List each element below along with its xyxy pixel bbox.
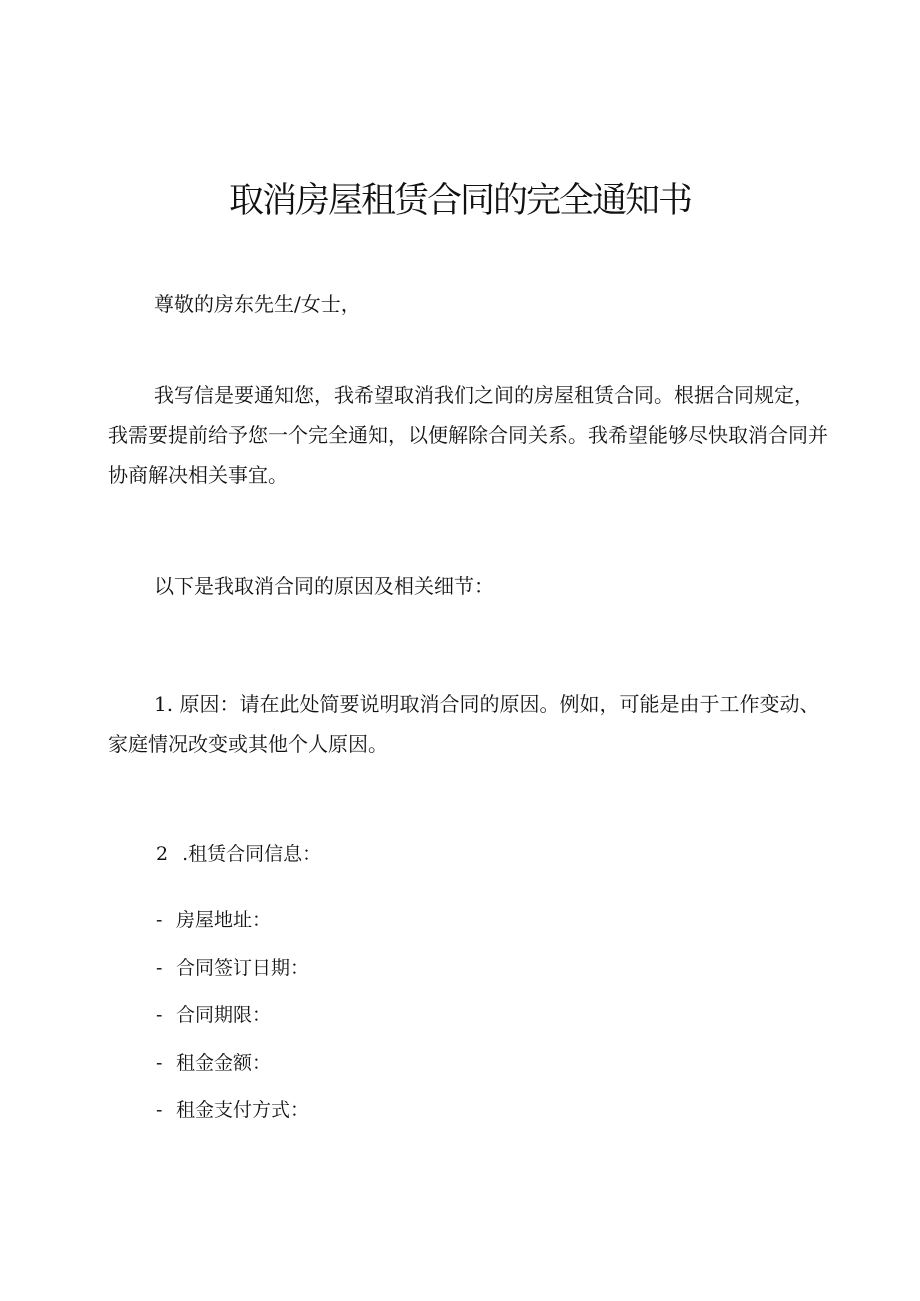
reason-item: 1. 原因：请在此处简要说明取消合同的原因。例如，可能是由于工作变动、家庭情况改变或其他个人原因。	[108, 692, 820, 756]
list-marker: -	[156, 1052, 163, 1074]
list-item-payment-method	[156, 1097, 309, 1123]
field-label: 租金支付方式：	[176, 1099, 310, 1121]
item-number: 2	[156, 843, 169, 865]
list-item-sign-date	[156, 955, 309, 981]
list-marker: -	[156, 909, 163, 931]
contract-info-label: .租赁合同信息：	[182, 843, 322, 865]
contract-info-heading	[156, 841, 321, 867]
list-item-address	[156, 907, 271, 933]
list-item-rent-amount	[156, 1050, 271, 1076]
document-title: 取消房屋租赁合同的完全通知书	[228, 181, 691, 221]
field-label: 合同签订日期：	[176, 957, 310, 979]
list-marker: -	[156, 1099, 163, 1121]
list-marker: -	[156, 1004, 163, 1026]
list-item-term	[156, 1002, 271, 1028]
salutation: 尊敬的房东先生/女士，	[154, 292, 361, 316]
intro-paragraph: 我写信是要通知您，我希望取消我们之间的房屋租赁合同。根据合同规定，我需要提前给予您一个完全通知，以便解除合同关系。我希望能够尽快取消合同并协商解决相关事宜。	[108, 383, 828, 487]
list-marker: -	[156, 957, 163, 979]
details-intro: 以下是我取消合同的原因及相关细节：	[154, 574, 494, 598]
field-label: 房屋地址：	[176, 909, 272, 931]
field-label: 合同期限：	[176, 1004, 272, 1026]
field-label: 租金金额：	[176, 1052, 272, 1074]
